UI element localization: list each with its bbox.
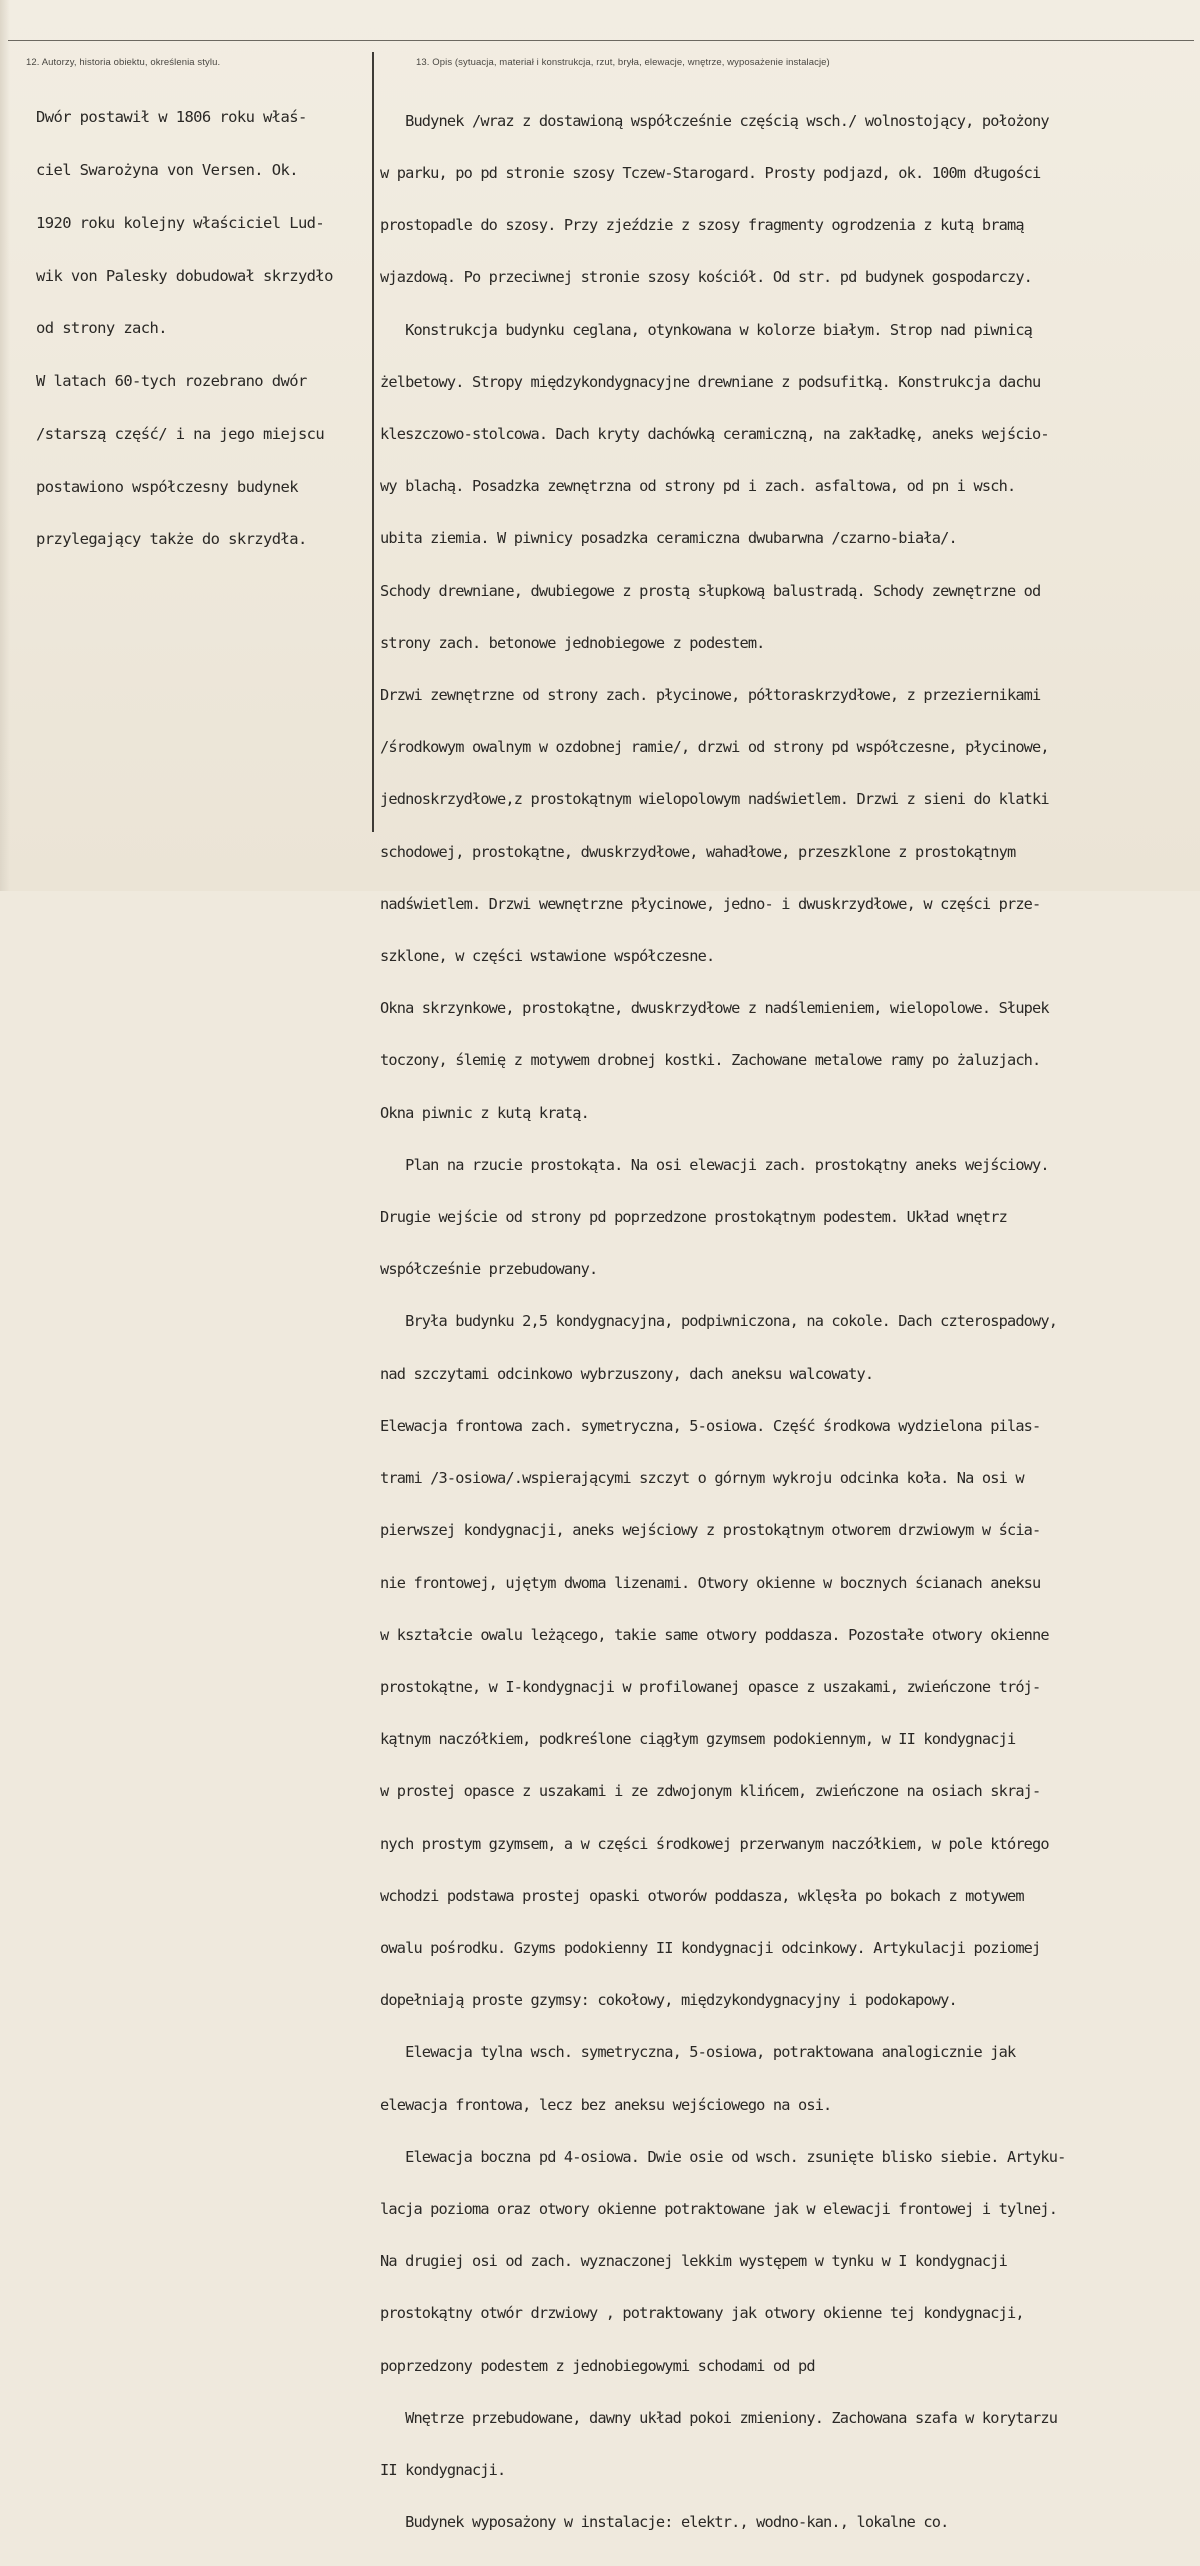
text-line: Schody drewniane, dwubiegowe z prostą słupkową balustradą. Schody zewnętrzne od <box>380 581 1041 600</box>
text-line: Budynek /wraz z dostawioną współcześnie częścią wsch./ wolnostojący, położony <box>380 111 1049 130</box>
text-line: nad szczytami odcinkowo wybrzuszony, dach aneksu walcowaty. <box>380 1364 874 1383</box>
text-line: postawiono współczesny budynek <box>36 477 298 496</box>
text-line: toczony, ślemię z motywem drobnej kostki. Zachowane metalowe ramy po żaluzjach. <box>380 1051 1041 1070</box>
text-line: Elewacja boczna pd 4-osiowa. Dwie osie od wsch. zsunięte blisko siebie. Artyku- <box>380 2147 1066 2166</box>
text-line: kleszczowo-stolcowa. Dach kryty dachówką ceramiczną, na zakładkę, aneks wejścio- <box>380 425 1049 444</box>
text-line: Drzwi zewnętrzne od strony zach. płycinowe, półtoraskrzydłowe, z przeziernikami <box>380 686 1041 705</box>
text-line: Budynek wyposażony w instalacje: elektr., wodno-kan., lokalne co. <box>380 2513 949 2532</box>
text-line: trami /3-osiowa/.wspierającymi szczyt o górnym wykroju odcinka koła. Na osi w <box>380 1469 1024 1488</box>
text-line: żelbetowy. Stropy międzykondygnacyjne drewniane z podsufitką. Konstrukcja dachu <box>380 372 1041 391</box>
text-line: strony zach. betonowe jednobiegowe z podestem. <box>380 633 765 652</box>
text-line: nych prostym gzymsem, a w części środkowej przerwanym naczółkiem, w pole którego <box>380 1834 1049 1853</box>
text-line: ubita ziemia. W piwnicy posadzka ceramiczna dwubarwna /czarno-biała/. <box>380 529 957 548</box>
text-line: wchodzi podstawa prostej opaski otworów poddasza, wklęsła po bokach z motywem <box>380 1886 1024 1905</box>
text-line: II kondygnacji. <box>380 2460 506 2479</box>
text-line: /środkowym owalnym w ozdobnej ramie/, drzwi od strony pd współczesne, płycinowe, <box>380 738 1049 757</box>
text-line: dopełniają proste gzymsy: cokołowy, międzykondygnacyjny i podokapowy. <box>380 1991 957 2010</box>
history-text-column <box>36 74 368 584</box>
text-line: schodowej, prostokątne, dwuskrzydłowe, wahadłowe, przeszklone z prostokątnym <box>380 842 1016 861</box>
text-line: owalu pośrodku. Gzyms podokienny II kondygnacji odcinkowy. Artykulacji poziomej <box>380 1938 1041 1957</box>
text-line: poprzedzony podestem z jednobiegowymi schodami od pd <box>380 2356 815 2375</box>
text-line: w kształcie owalu leżącego, takie same otwory poddasza. Pozostałe otwory okienne <box>380 1625 1049 1644</box>
top-rule-line <box>8 40 1194 41</box>
text-line: szklone, w części wstawione współczesne. <box>380 947 715 966</box>
text-line: Konstrukcja budynku ceglana, otynkowana w kolorze białym. Strop nad piwnicą <box>380 320 1033 339</box>
scan-edge-shadow <box>0 0 10 891</box>
text-line: Plan na rzucie prostokąta. Na osi elewacji zach. prostokątny aneks wejściowy. <box>380 1155 1049 1174</box>
text-line: ciel Swarożyna von Versen. Ok. <box>36 160 298 179</box>
text-line: wy blachą. Posadzka zewnętrzna od strony pd i zach. asfaltowa, od pn i wsch. <box>380 477 1016 496</box>
text-line: Elewacja tylna wsch. symetryczna, 5-osiowa, potraktowana analogicznie jak <box>380 2043 1016 2062</box>
text-line: prostopadle do szosy. Przy zjeździe z szosy fragmenty ogrodzenia z kutą bramą <box>380 216 1024 235</box>
text-line: nie frontowej, ujętym dwoma lizenami. Otwory okienne w bocznych ścianach aneksu <box>380 1573 1041 1592</box>
text-line: wjazdową. Po przeciwnej stronie szosy kościół. Od str. pd budynek gospodarczy. <box>380 268 1033 287</box>
text-line: /starszą część/ i na jego miejscu <box>36 424 325 443</box>
description-text-column <box>380 78 1196 2566</box>
section-header-authors-history: 12. Autorzy, historia obiektu, określenia stylu. <box>26 57 221 68</box>
text-line: prostokątne, w I-kondygnacji w profilowanej opasce z uszakami, zwieńczone trój- <box>380 1677 1041 1696</box>
text-line: Okna skrzynkowe, prostokątne, dwuskrzydłowe z nadślemieniem, wielopolowe. Słupek <box>380 999 1049 1018</box>
text-line: jednoskrzydłowe,z prostokątnym wielopolowym nadświetlem. Drzwi z sieni do klatki <box>380 790 1049 809</box>
text-line: prostokątny otwór drzwiowy , potraktowany jak otwory okienne tej kondygnacji, <box>380 2304 1024 2323</box>
text-line: w prostej opasce z uszakami i ze zdwojonym klińcem, zwieńczone na osiach skraj- <box>380 1782 1041 1801</box>
text-line: Drugie wejście od strony pd poprzedzone prostokątnym podestem. Układ wnętrz <box>380 1208 1007 1227</box>
text-line: elewacja frontowa, lecz bez aneksu wejściowego na osi. <box>380 2095 832 2114</box>
section-header-description: 13. Opis (sytuacja, materiał i konstrukcja, rzut, bryła, elewacje, wnętrze, wyposażenie instalacje) <box>416 57 830 68</box>
text-line: od strony zach. <box>36 319 167 338</box>
text-line: lacja pozioma oraz otwory okienne potraktowane jak w elewacji frontowej i tylnej. <box>380 2199 1058 2218</box>
text-line: 1920 roku kolejny właściciel Lud- <box>36 213 325 232</box>
text-line: Elewacja frontowa zach. symetryczna, 5-osiowa. Część środkowa wydzielona pilas- <box>380 1416 1041 1435</box>
text-line: nadświetlem. Drzwi wewnętrzne płycinowe, jedno- i dwuskrzydłowe, w części prze- <box>380 894 1041 913</box>
text-line: Dwór postawił w 1806 roku właś- <box>36 108 307 127</box>
text-line: w parku, po pd stronie szosy Tczew-Starogard. Prosty podjazd, ok. 100m długości <box>380 164 1041 183</box>
text-line: pierwszej kondygnacji, aneks wejściowy z prostokątnym otworem drzwiowym w ścia- <box>380 1521 1041 1540</box>
column-divider-line <box>372 52 374 832</box>
text-line: W latach 60-tych rozebrano dwór <box>36 372 307 391</box>
text-line: Wnętrze przebudowane, dawny układ pokoi zmieniony. Zachowana szafa w korytarzu <box>380 2408 1058 2427</box>
text-line: wik von Palesky dobudował skrzydło <box>36 266 333 285</box>
text-line: kątnym naczółkiem, podkreślone ciągłym gzymsem podokiennym, w II kondygnacji <box>380 1730 1016 1749</box>
text-line: współcześnie przebudowany. <box>380 1260 598 1279</box>
text-line: przylegający także do skrzydła. <box>36 530 307 549</box>
text-line: Na drugiej osi od zach. wyznaczonej lekkim występem w tynku w I kondygnacji <box>380 2252 1007 2271</box>
text-line: Bryła budynku 2,5 kondygnacyjna, podpiwniczona, na cokole. Dach czterospadowy, <box>380 1312 1058 1331</box>
text-line: Okna piwnic z kutą kratą. <box>380 1103 589 1122</box>
